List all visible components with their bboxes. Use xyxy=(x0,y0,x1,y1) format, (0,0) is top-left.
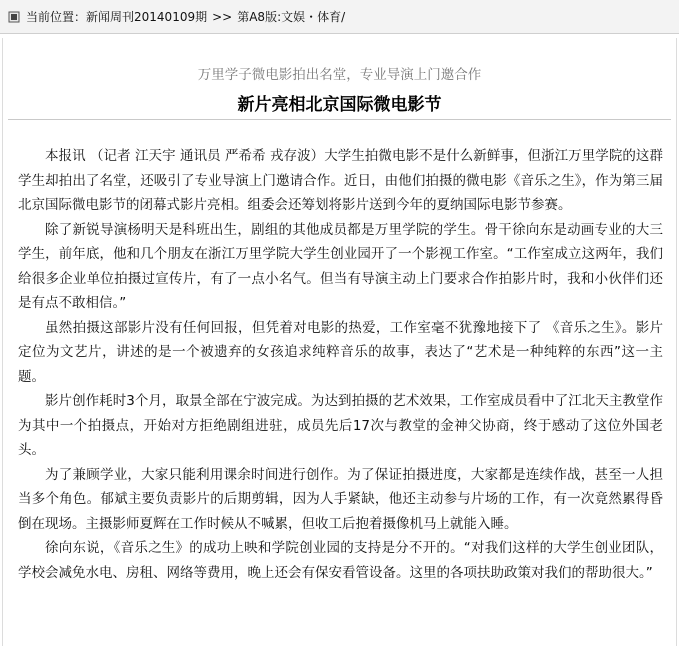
article-subtitle: 万里学子微电影拍出名堂，专业导演上门邀合作 xyxy=(197,67,482,83)
title-divider xyxy=(8,119,671,120)
article-paragraph: 为了兼顾学业，大家只能利用课余时间进行创作。为了保证拍摄进度，大家都是连续作战，甚至一人担当多个角色。郁斌主要负责影片的后期剪辑，因为人手紧缺，他还主动参与片场的工作，有一次竟然累得昏倒在现场。主摄影师夏辉在工作时候从不喊累，但收工后抱着摄像机马上就能入睡。 xyxy=(18,466,663,532)
breadcrumb-bar xyxy=(0,0,679,34)
breadcrumb-prefix: 当前位置： xyxy=(26,10,87,24)
article-paragraph: 本报讯 （记者 江天宇 通讯员 严希希 戎存波）大学生拍微电影不是什么新鲜事，但浙江万里学院的这群学生却拍出了名堂，还吸引了专业导演上门邀请合作。近日，由他们拍摄的微电影《音乐之生》，作为第三届北京国际微电影节的闭幕式影片亮相。组委会还筹划将影片送到今年的夏纳国际电影节参赛。 xyxy=(18,148,663,213)
article-paragraph: 徐向东说，《音乐之生》的成功上映和学院创业园的支持是分不开的。“对我们这样的大学生创业团队，学校会减免水电、房租、网络等费用，晚上还会有保安看管设备。这里的各项扶助政策对我们的帮助很大。” xyxy=(18,540,663,581)
article-paragraph: 除了新锐导演杨明天是科班出生，剧组的其他成员都是万里学院的学生。骨干徐向东是动画专业的大三学生，前年底，他和几个朋友在浙江万里学院大学生创业园开了一个影视工作室。“工作室成立这两年，我们给很多企业单位拍摄过宣传片，有了一点小名气。但当有导演主动上门要求合作拍影片时，我和小伙伴们还是有点不敢相信。” xyxy=(18,221,663,311)
location-icon xyxy=(8,11,20,23)
breadcrumb-issue-link[interactable]: 新闻周刊20140109期 xyxy=(86,10,208,24)
article-paragraph: 虽然拍摄这部影片没有任何回报，但凭着对电影的热爱，工作室毫不犹豫地接下了 《音乐之生》。影片定位为文艺片，讲述的是一个被遗弃的女孩追求纯粹音乐的故事，表达了“艺术是一种纯粹的东西”这一主题。 xyxy=(18,319,663,385)
article-title: 新片亮相北京国际微电影节 xyxy=(237,95,442,115)
breadcrumb-section-link[interactable]: 第A8版:文娱・体育/ xyxy=(237,10,346,24)
breadcrumb-separator: >> xyxy=(212,9,233,24)
article-body xyxy=(18,144,663,585)
article-paragraph: 影片创作耗时3个月，取景全部在宁波完成。为达到拍摄的艺术效果，工作室成员看中了江北天主教堂作为其中一个拍摄点，开始对方拒绝剧组进驻，成员先后17次与教堂的金神父协商，终于感动了这位外国老头。 xyxy=(18,393,663,458)
